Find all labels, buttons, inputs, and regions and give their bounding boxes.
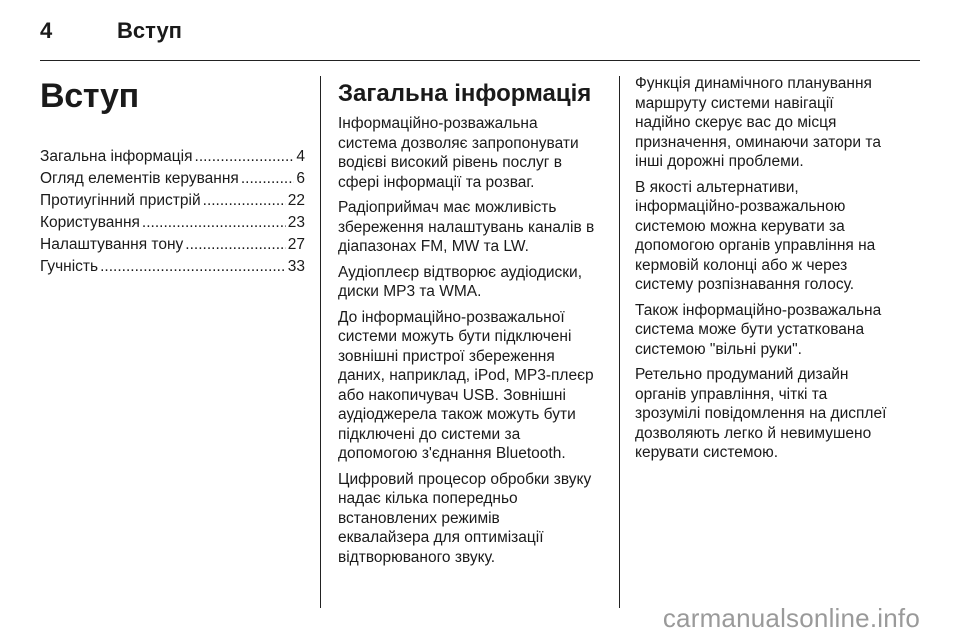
body-paragraph: Радіоприймач має можливість збереження налаштувань каналів в діапазонах FM, MW та LW. [338,199,595,255]
section-heading: Загальна інформація [338,80,592,107]
body-paragraph: Також інформаційно-розважальна система може бути устаткована системою "вільні руки". [635,301,882,358]
toc-entry-page: 23 [287,214,305,231]
column-divider [320,76,321,608]
toc-leader-dots [185,235,285,255]
body-paragraph: Функція динамічного планування маршруту системи навігації надійно скерує вас до місця призначення, оминаючи затори та інші дорожні проблеми. [635,75,881,170]
toc-entry[interactable] [40,235,305,255]
toc-leader-dots [241,169,295,189]
toc-entry[interactable] [40,191,305,211]
column-general-info [338,72,606,573]
toc-entry[interactable] [40,169,305,189]
toc-entry-label: Протиугінний пристрій [40,192,201,209]
toc-entry-page: 22 [287,192,305,209]
table-of-contents [40,147,305,277]
body-paragraph: Інформаційно-розважальна система дозволяє запропонувати водієві високий рівень послуг в сфері інформації та розваг. [338,115,579,191]
body-paragraph: Цифровий процесор обробки звуку надає кілька попередньо встановлених режимів еквалайзера для оптимізації відтворюваного звуку. [338,470,592,566]
header-rule [40,60,920,61]
toc-leader-dots [142,213,286,233]
body-paragraph: Аудіоплеєр відтворює аудіодиски, диски MP3 та WMA. [338,263,583,300]
toc-leader-dots [100,257,286,277]
chapter-heading: Вступ [40,77,139,115]
toc-entry[interactable] [40,147,305,167]
page-number: 4 [40,18,53,43]
toc-entry-label: Налаштування тону [40,236,184,253]
column-continued [635,72,925,469]
body-paragraph: В якості альтернативи, інформаційно-розважальною системою можна керувати за допомогою органів управління на кермовій колонці або ж через систему розпізнавання голосу. [635,178,876,293]
toc-entry-page: 4 [296,148,305,165]
toc-entry-page: 27 [287,236,305,253]
toc-entry[interactable] [40,257,305,277]
toc-entry-page: 33 [287,258,305,275]
watermark: carmanualsonline.info [662,603,920,633]
toc-entry-label: Загальна інформація [40,148,193,165]
toc-entry-page: 6 [296,170,305,187]
toc-leader-dots [203,191,286,211]
column-toc [40,72,305,279]
toc-entry-label: Огляд елементів керування [40,170,239,187]
toc-entry-label: Гучність [40,258,99,275]
toc-leader-dots [195,147,295,167]
body-paragraph: До інформаційно-розважальної системи можуть бути підключені зовнішні пристрої збереження даних, наприклад, iPod, MP3-плеєр або накопичувач USB. Зовнішні аудіоджерела також можуть бути підключені до системи за допомогою з'єднання Bluetooth. [338,308,594,462]
running-section-title: Вступ [117,18,182,43]
column-divider [619,76,620,608]
toc-entry[interactable] [40,213,305,233]
body-paragraph: Ретельно продуманий дизайн органів управління, чіткі та зрозумілі повідомлення на дисплеї дозволяють легко й невимушено керувати системою. [635,366,887,461]
toc-entry-label: Користування [40,214,140,231]
